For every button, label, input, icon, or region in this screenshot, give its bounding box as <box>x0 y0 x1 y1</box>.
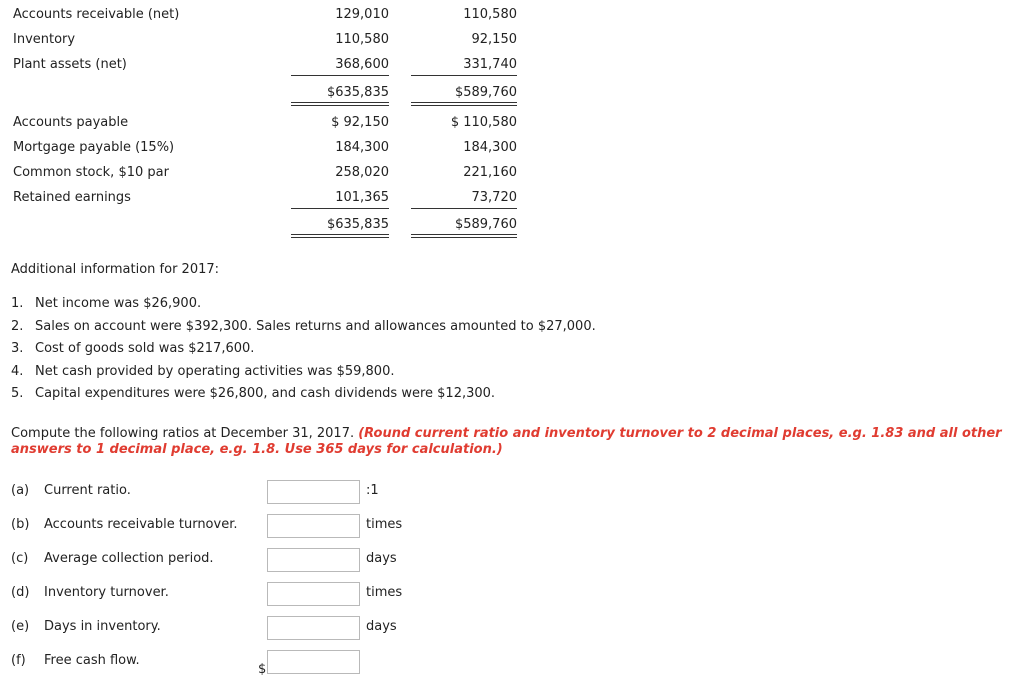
list-item: 2. Sales on account were $392,300. Sales returns and allowances amounted to $27,000. <box>11 319 596 334</box>
value-2016: 92,150 <box>471 32 517 47</box>
question-letter: (b) <box>11 517 30 532</box>
value-2017: 110,580 <box>335 32 389 47</box>
total-2016: $589,760 <box>454 85 517 100</box>
subtotal-rule <box>411 208 517 209</box>
value-2016: 73,720 <box>471 190 517 205</box>
question-letter: (f) <box>11 653 26 668</box>
question-label: Inventory turnover. <box>44 585 169 600</box>
row-label: Mortgage payable (15%) <box>13 140 175 155</box>
question-label: Days in inventory. <box>44 619 161 634</box>
value-2017: 129,010 <box>335 7 389 22</box>
value-2017: 184,300 <box>335 140 389 155</box>
row-label: Common stock, $10 par <box>13 165 169 180</box>
subtotal-rule <box>411 75 517 76</box>
question-letter: (d) <box>11 585 30 600</box>
total-double-rule <box>411 102 517 106</box>
row-label: Inventory <box>13 32 76 47</box>
value-2017: 258,020 <box>335 165 389 180</box>
free-cash-flow-input[interactable] <box>267 650 360 674</box>
value-2016: $ 110,580 <box>450 115 517 130</box>
receivable-turnover-input[interactable] <box>267 514 360 538</box>
total-2016: $589,760 <box>454 217 517 232</box>
list-item: 1. Net income was $26,900. <box>11 296 202 311</box>
unit-label: :1 <box>366 483 379 498</box>
rounding-note: (Round current ratio and inventory turnover to 2 decimal places, e.g. 1.83 and all other answers to 1 decimal place, e.g. 1.8. Use 365 days for calculation.) <box>11 426 1002 457</box>
total-double-rule <box>291 102 389 106</box>
question-label: Current ratio. <box>44 483 131 498</box>
value-2016: 331,740 <box>463 57 517 72</box>
total-2017: $635,835 <box>326 217 389 232</box>
question-letter: (c) <box>11 551 29 566</box>
unit-label: times <box>366 517 403 532</box>
list-item: 3. Cost of goods sold was $217,600. <box>11 341 255 356</box>
subtotal-rule <box>291 75 389 76</box>
row-label: Accounts receivable (net) <box>13 7 180 22</box>
total-2017: $635,835 <box>326 85 389 100</box>
value-2016: 184,300 <box>463 140 517 155</box>
unit-label: days <box>366 551 397 566</box>
total-double-rule <box>291 234 389 238</box>
inventory-turnover-input[interactable] <box>267 582 360 606</box>
question-label: Average collection period. <box>44 551 214 566</box>
instructions-text: Compute the following ratios at December 31, 2017. <box>11 426 359 441</box>
list-item: 5. Capital expenditures were $26,800, and cash dividends were $12,300. <box>11 386 496 401</box>
row-label: Retained earnings <box>13 190 131 205</box>
value-2017: $ 92,150 <box>331 115 389 130</box>
row-label: Plant assets (net) <box>13 57 127 72</box>
dollar-sign: $ <box>258 662 267 677</box>
value-2016: 110,580 <box>463 7 517 22</box>
total-double-rule <box>411 234 517 238</box>
value-2017: 101,365 <box>335 190 389 205</box>
list-item: 4. Net cash provided by operating activities was $59,800. <box>11 364 395 379</box>
question-label: Accounts receivable turnover. <box>44 517 238 532</box>
value-2017: 368,600 <box>335 57 389 72</box>
additional-info-heading: Additional information for 2017: <box>11 262 220 277</box>
days-in-inventory-input[interactable] <box>267 616 360 640</box>
question-letter: (a) <box>11 483 30 498</box>
question-letter: (e) <box>11 619 30 634</box>
instructions <box>11 426 1006 458</box>
value-2016: 221,160 <box>463 165 517 180</box>
question-label: Free cash flow. <box>44 653 140 668</box>
collection-period-input[interactable] <box>267 548 360 572</box>
subtotal-rule <box>291 208 389 209</box>
unit-label: days <box>366 619 397 634</box>
current-ratio-input[interactable] <box>267 480 360 504</box>
row-label: Accounts payable <box>13 115 129 130</box>
unit-label: times <box>366 585 403 600</box>
